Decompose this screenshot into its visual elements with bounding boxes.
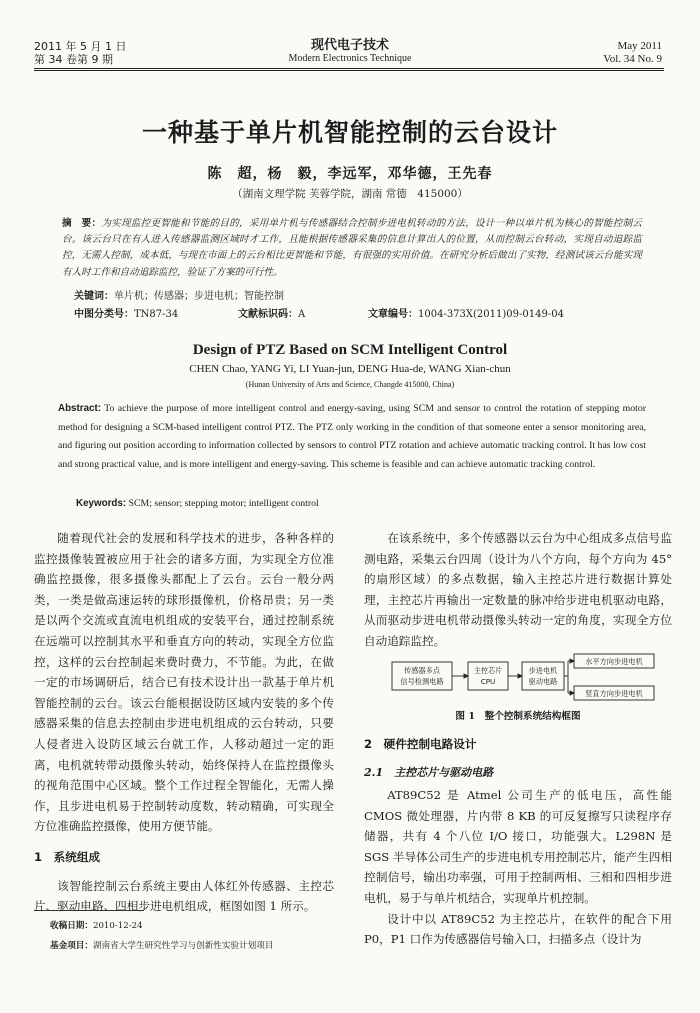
abstract-cn-label: 摘 要： [62,218,102,229]
keywords-en-label: Keywords: [76,498,127,509]
journal-name-cn: 现代电子技术 [310,38,389,53]
affiliation-cn: （湖南文理学院 芙蓉学院，湖南 常德 415000） [232,188,468,200]
affiliation-en: (Hunan University of Arts and Science, Changde 415000, China) [245,380,455,389]
cpu-box-label-1: 主控芯片 [473,666,503,675]
horizontal-motor-label: 水平方向步进电机 [585,657,643,666]
header-rule [34,68,664,69]
volume-number-en: Vol. 34 No. 9 [603,53,662,65]
journal-name [250,38,450,65]
section-2-1-heading: 2.1 主控芯片与驱动电路 [364,766,494,779]
authors-en: CHEN Chao, YANG Yi, LI Yuan-jun, DENG Hua-de, WANG Xian-chun [189,363,511,375]
issue-date: 2011 年 5 月 1 日 [34,40,127,53]
article-number: 文章编号：1004-373X(2011)09-0149-04 [368,309,564,320]
cpu-box-label-2: CPU [480,677,496,686]
body-right-column-lower [364,785,672,950]
body-right-column [364,528,672,652]
paper-title-cn: 一种基于单片机智能控制的云台设计 [141,118,558,147]
journal-name-en: Modern Electronics Technique [288,53,412,64]
abstract-en-label: Abstract: [58,403,102,414]
intro-paragraph: 随着现代社会的发展和科学技术的进步，各种各样的监控摄像装置被应用于社会的诸多方面，为实现全方位准确监控摄像，很多摄像头都配上了云台。云台一般分两类，一类是做高速运转的球形摄像机，价格昂贵；另一类是以两个交流或直流电机组成的安装平台，通过控制系统在远端可以控制其水平和垂直方向的转动，实现全方位监控，这样的云台控制起来费时费力，不节能。为此，在做一定的市场调研后，结合已有技术设计出一款基于单片机智能控制的云台。该云台能根据设防区域内安装的多个传感器采集的信息去控制由步进电机组成的云台转动，只要人侵者进入设防区域云台就工作，人移动超过一定的距离，电机就转带动摄像头转动，始终保持人在监控摄像头的视角范围中心区域。整个工作过程全智能化，无需人操作，且步进电机易于控制转动度数，转动精确，可实现全方位准确监控摄像，使用方便节能。 [34,531,334,834]
section-1-paragraph: 该智能控制云台系统主要由人体红外传感器、主控芯片、驱动电路、四相步进电机组成，框图如图 1 所示。 [34,878,334,914]
arrowhead-sensor-cpu [464,674,468,678]
journal-date-volume [34,40,126,66]
journal-date-volume-en [603,40,662,66]
sensor-box-label-1: 传感器多点 [404,666,440,675]
clc-number: 中图分类号：TN87-34 [74,309,179,320]
footnote [50,916,273,956]
keywords-cn-text: 单片机；传感器；步进电机；智能控制 [114,291,284,302]
volume-number: 第 34 卷第 9 期 [34,53,113,66]
keywords-cn [74,290,284,304]
system-paragraph: 在该系统中，多个传感器以云台为中心组成多点信号监测电路，采集云台四周（设计为八个方向，每个方向为 45°的扇形区域）的多点数据，输入主控芯片进行数据计算处理，主控芯片再输出一定数量的脉冲给步进电机驱动电路，从而驱动步进电机带动摄像头转动一定的角度，实现全方位自动追踪监控。 [364,531,672,648]
keywords-cn-label: 关键词： [74,291,114,302]
abstract-cn-text: 为实现监控更智能和节能的目的，采用单片机与传感器结合控制步进电机转动的方法，设计一种以单片机为核心的智能控制云台。该云台只在有人进入传感器监测区域时才工作，且能根据传感器采集的信息计算出人的位置，从而控制云台转动，实现自动追踪监控，无需人控制，成本低，与现在市面上的云台相比更智能和节能，有很强的实用价值。在研究分析后做出了实物，经测试该云台能实现有人时工作和自动追踪监控，验证了方案的可行性。 [62,218,643,278]
issue-date-en: May 2011 [617,40,662,52]
abstract-en-text: To achieve the purpose of more intelligent control and energy-saving, using SCM and sensor to control the rotation of stepping motor method for designing a SCM-based intelligent control PTZ. The PTZ only working in the condition of that someone enter a sensor monitoring area, and figuring out position according to information collected by sensors to control PTZ rotation and achieve automatic tracking control. It has low cost and strong practical value, and is more intelligent and energy-saving. This scheme is feasible and can achieve automatic tracking control. [58,403,646,470]
driver-box-label-2: 驱动电路 [528,677,558,686]
body-left-column [34,528,334,917]
figure-1-diagram [384,652,684,704]
document-code: 文献标识码：A [238,309,306,320]
section-2-heading: 2 硬件控制电路设计 [364,737,477,751]
design-paragraph: 设计中以 AT89C52 为主控芯片，在软件的配合下用 P0，P1 口作为传感器信号输入口，扫描多点（设计为 [364,911,672,947]
arrowhead-horizontal [570,659,574,663]
sensor-box-label-2: 信号检测电路 [400,677,444,686]
abstract-en [58,400,646,474]
paper-title-en: Design of PTZ Based on SCM Intelligent Control [192,342,508,358]
arrowhead-vertical [570,691,574,695]
authors-cn: 陈 超，杨 毅，李远军，邓华德，王先春 [207,166,493,182]
received-date: 收稿日期：2010-12-24 [50,921,143,931]
fund-project: 基金项目：湖南省大学生研究性学习与创新性实验计划项目 [50,941,274,951]
section-1-heading: 1 系统组成 [34,849,101,864]
chip-paragraph: AT89C52 是 Atmel 公司生产的低电压，高性能 CMOS 微处理器，片内带 8 KB 的可反复擦写只读程序存储器，共有 4 个八位 I/O 接口，功能强大。L298N 是 SGS 半导体公司生产的步进电机专用控制芯片，能产生四相控制信号，输出功率强，可用于控制两相、三相和四相步进电机，易于与单片机结合，实现单片机控制。 [364,788,672,905]
driver-box-label-1: 步进电机 [528,666,558,675]
header-rule-double [34,70,664,71]
keywords-en-text: SCM; sensor; stepping motor; intelligent control [126,498,319,509]
footnote-rule [34,910,144,911]
keywords-en [76,497,319,511]
figure-1-caption: 图 1 整个控制系统结构框图 [455,711,581,722]
arrowhead-cpu-driver [518,674,522,678]
vertical-motor-label: 竖直方向步进电机 [585,689,643,698]
abstract-cn [62,216,642,281]
